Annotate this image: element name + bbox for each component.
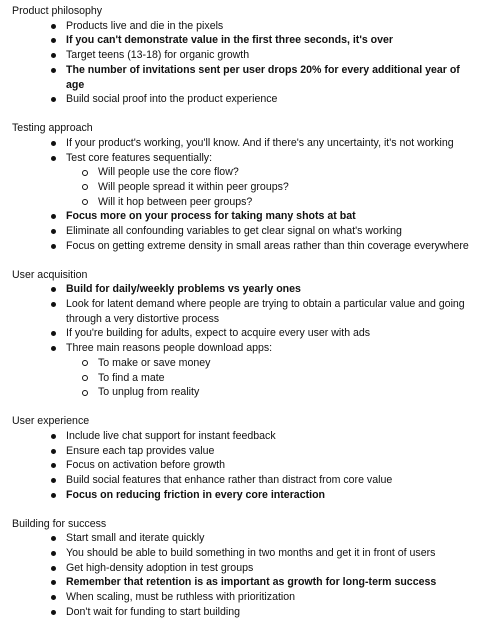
bullet-list	[12, 136, 480, 254]
list-item	[66, 224, 480, 239]
list-item	[66, 473, 480, 488]
sub-list-item	[98, 356, 480, 371]
bullet-icon	[51, 68, 56, 73]
list-item	[66, 590, 480, 605]
bullet-icon	[51, 53, 56, 58]
list-item	[66, 531, 480, 546]
sub-bullet-list	[66, 165, 480, 209]
item-text: Focus more on your process for taking many shots at bat	[66, 210, 356, 223]
item-text: Get high-density adoption in test groups	[66, 561, 254, 574]
bullet-icon	[51, 449, 56, 454]
section-testing-approach	[12, 121, 480, 253]
item-text: The number of invitations sent per user drops 20% for every additional year of age	[66, 63, 460, 91]
list-item	[66, 19, 480, 34]
sub-list-item	[98, 195, 480, 210]
section-title: User experience	[12, 415, 90, 428]
list-item	[66, 488, 480, 503]
section-title: Testing approach	[12, 122, 93, 135]
item-text: Build social features that enhance rather than distract from core value	[66, 473, 393, 486]
sub-list-item	[98, 385, 480, 400]
bullet-icon	[51, 229, 56, 234]
bullet-list	[12, 19, 480, 107]
bullet-icon	[51, 536, 56, 541]
section-title: User acquisition	[12, 268, 88, 281]
bullet-icon	[51, 156, 56, 161]
bullet-icon	[51, 463, 56, 468]
section-user-experience	[12, 414, 480, 502]
list-item	[66, 458, 480, 473]
bullet-icon	[51, 580, 56, 585]
hollow-bullet-icon	[82, 360, 88, 366]
item-text: Start small and iterate quickly	[66, 532, 205, 545]
hollow-bullet-icon	[82, 390, 88, 396]
list-item	[66, 33, 480, 48]
item-text: Focus on reducing friction in every core interaction	[66, 488, 326, 501]
list-item	[66, 429, 480, 444]
bullet-icon	[51, 141, 56, 146]
sub-list-item	[98, 180, 480, 195]
section-user-acquisition	[12, 268, 480, 400]
bullet-list	[12, 282, 480, 400]
bullet-icon	[51, 346, 56, 351]
item-text: Look for latent demand where people are trying to obtain a particular value and going through a very distortive process	[66, 298, 465, 325]
item-text: Build for daily/weekly problems vs yearly ones	[66, 283, 301, 296]
bullet-icon	[51, 38, 56, 43]
section-title: Product philosophy	[12, 5, 103, 17]
bullet-icon	[51, 434, 56, 439]
hollow-bullet-icon	[82, 375, 88, 381]
list-item	[66, 63, 480, 92]
bullet-icon	[51, 566, 56, 571]
item-text: If you can't demonstrate value in the first three seconds, it's over	[66, 34, 394, 47]
list-item	[66, 546, 480, 561]
list-item	[66, 561, 480, 576]
item-text: You should be able to build something in two months and get it in front of users	[66, 546, 436, 559]
item-text: Test core features sequentially:	[66, 151, 213, 164]
bullet-icon	[51, 478, 56, 483]
item-text: Products live and die in the pixels	[66, 19, 224, 32]
list-item	[66, 341, 480, 400]
list-item	[66, 151, 480, 210]
list-item	[66, 297, 480, 326]
hollow-bullet-icon	[82, 170, 88, 176]
item-text: Remember that retention is as important as growth for long-term success	[66, 576, 437, 589]
sub-item-text: To unplug from reality	[98, 386, 200, 399]
item-text: Eliminate all confounding variables to get clear signal on what's working	[66, 225, 402, 238]
item-text: Focus on activation before growth	[66, 459, 225, 472]
item-text: If you're building for adults, expect to acquire every user with ads	[66, 327, 371, 340]
hollow-bullet-icon	[82, 199, 88, 205]
bullet-icon	[51, 331, 56, 336]
sub-item-text: Will people spread it within peer groups?	[98, 180, 289, 193]
list-item	[66, 282, 480, 297]
item-text: If your product's working, you'll know. And if there's any uncertainty, it's not working	[66, 136, 454, 149]
item-text: Three main reasons people download apps:	[66, 342, 273, 355]
bullet-icon	[51, 244, 56, 249]
item-text: Ensure each tap provides value	[66, 444, 215, 457]
bullet-icon	[51, 97, 56, 102]
bullet-icon	[51, 287, 56, 292]
item-text: Include live chat support for instant feedback	[66, 429, 276, 442]
sub-item-text: To make or save money	[98, 356, 211, 369]
sub-bullet-list	[66, 356, 480, 400]
hollow-bullet-icon	[82, 184, 88, 190]
bullet-icon	[51, 214, 56, 219]
item-text: Target teens (13-18) for organic growth	[66, 49, 250, 62]
bullet-list	[12, 429, 480, 503]
list-item	[66, 48, 480, 63]
list-item	[66, 326, 480, 341]
list-item	[66, 605, 480, 619]
bullet-list	[12, 531, 480, 619]
list-item	[66, 136, 480, 151]
item-text: Focus on getting extreme density in small areas rather than thin coverage everywhere	[66, 239, 469, 252]
list-item	[66, 239, 480, 254]
list-item	[66, 92, 480, 107]
sub-item-text: Will it hop between peer groups?	[98, 195, 253, 208]
section-title: Building for success	[12, 517, 107, 530]
list-item	[66, 575, 480, 590]
bullet-icon	[51, 551, 56, 556]
section-building-for-success	[12, 517, 480, 619]
bullet-icon	[51, 302, 56, 307]
list-item	[66, 444, 480, 459]
sub-list-item	[98, 371, 480, 386]
sub-item-text: To find a mate	[98, 371, 165, 384]
item-text: Don't wait for funding to start building	[66, 605, 240, 618]
item-text: Build social proof into the product experience	[66, 93, 278, 106]
item-text: When scaling, must be ruthless with prioritization	[66, 591, 296, 604]
bullet-icon	[51, 493, 56, 498]
sub-list-item	[98, 165, 480, 180]
bullet-icon	[51, 610, 56, 615]
sub-item-text: Will people use the core flow?	[98, 166, 239, 179]
bullet-icon	[51, 595, 56, 600]
list-item	[66, 209, 480, 224]
bullet-icon	[51, 24, 56, 29]
section-product-philosophy	[12, 4, 480, 107]
